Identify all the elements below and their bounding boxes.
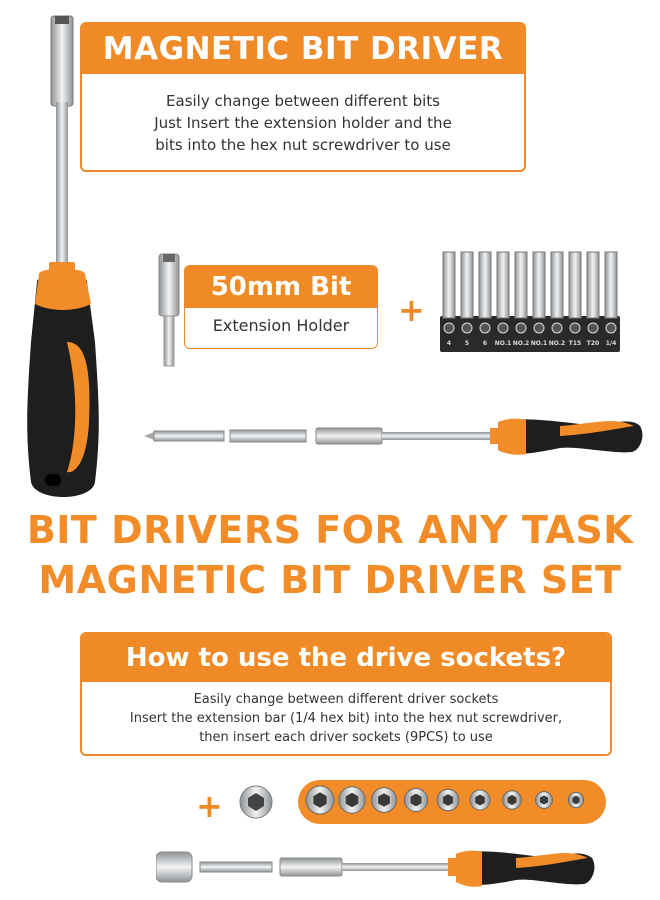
bit-size-label: NO.2 (512, 340, 530, 347)
description-line: Just Insert the extension holder and the (154, 114, 452, 132)
screwdriver-bit (479, 252, 491, 318)
bit-size-label: NO.1 (530, 340, 548, 347)
card-subtitle: Extension Holder (212, 316, 350, 335)
bit-slot-icon (480, 323, 490, 333)
card-title: 50mm Bit (185, 266, 377, 308)
bit-slot-icon (588, 323, 598, 333)
socket-driver-illustration (156, 846, 598, 890)
bit-size-label: T20 (586, 340, 600, 347)
drive-sockets-card (80, 632, 612, 756)
bit-size-label: NO.2 (548, 340, 566, 347)
bit-set-illustration (440, 248, 620, 352)
bit-size-label: 4 (446, 340, 452, 347)
extension-holder-card (184, 265, 378, 349)
screwdriver-bit (551, 252, 563, 318)
description-line: Easily change between different driver sockets (193, 692, 499, 707)
headline-line-2: MAGNETIC BIT DRIVER SET (38, 558, 622, 602)
description-line: Insert the extension bar (1/4 hex bit) into the hex nut screwdriver, (129, 711, 563, 726)
assembled-screwdriver-illustration (140, 414, 645, 464)
bit-slot-icon (444, 323, 454, 333)
description-line: bits into the hex nut screwdriver to use (155, 136, 451, 154)
screwdriver-bit (461, 252, 473, 318)
extension-holder-illustration (154, 252, 184, 370)
bit-slot-icon (606, 323, 616, 333)
bit-slot-icon (534, 323, 544, 333)
bit-slot-icon (498, 323, 508, 333)
bit-size-label: NO.1 (494, 340, 512, 347)
card-description (82, 690, 610, 747)
socket-rail-illustration (298, 776, 606, 826)
card-title: How to use the drive sockets? (82, 634, 610, 682)
screwdriver-bit (587, 252, 599, 318)
bit-size-label: 1/4 (605, 340, 617, 347)
screwdriver-bit (515, 252, 527, 318)
bit-size-label: 5 (464, 340, 470, 347)
bit-slot-icon (516, 323, 526, 333)
headline-line-1: BIT DRIVERS FOR ANY TASK (26, 508, 634, 552)
card-description (82, 90, 524, 156)
plus-icon: + (398, 291, 425, 329)
socket-adapter-illustration (236, 782, 276, 822)
bit-slot-icon (462, 323, 472, 333)
bit-slot-icon (570, 323, 580, 333)
description-line: Easily change between different bits (166, 92, 440, 110)
bit-size-label: 6 (482, 340, 488, 347)
plus-icon: + (196, 787, 223, 825)
description-line: then insert each driver sockets (9PCS) to use (199, 730, 493, 745)
screwdriver-bit (605, 252, 617, 318)
screwdriver-bit (497, 252, 509, 318)
screwdriver-bit (533, 252, 545, 318)
screwdriver-bit (443, 252, 455, 318)
bit-size-label: T15 (568, 340, 582, 347)
card-title: MAGNETIC BIT DRIVER (82, 24, 524, 74)
bit-slot-icon (552, 323, 562, 333)
screwdriver-bit (569, 252, 581, 318)
magnetic-bit-driver-card (80, 22, 526, 172)
